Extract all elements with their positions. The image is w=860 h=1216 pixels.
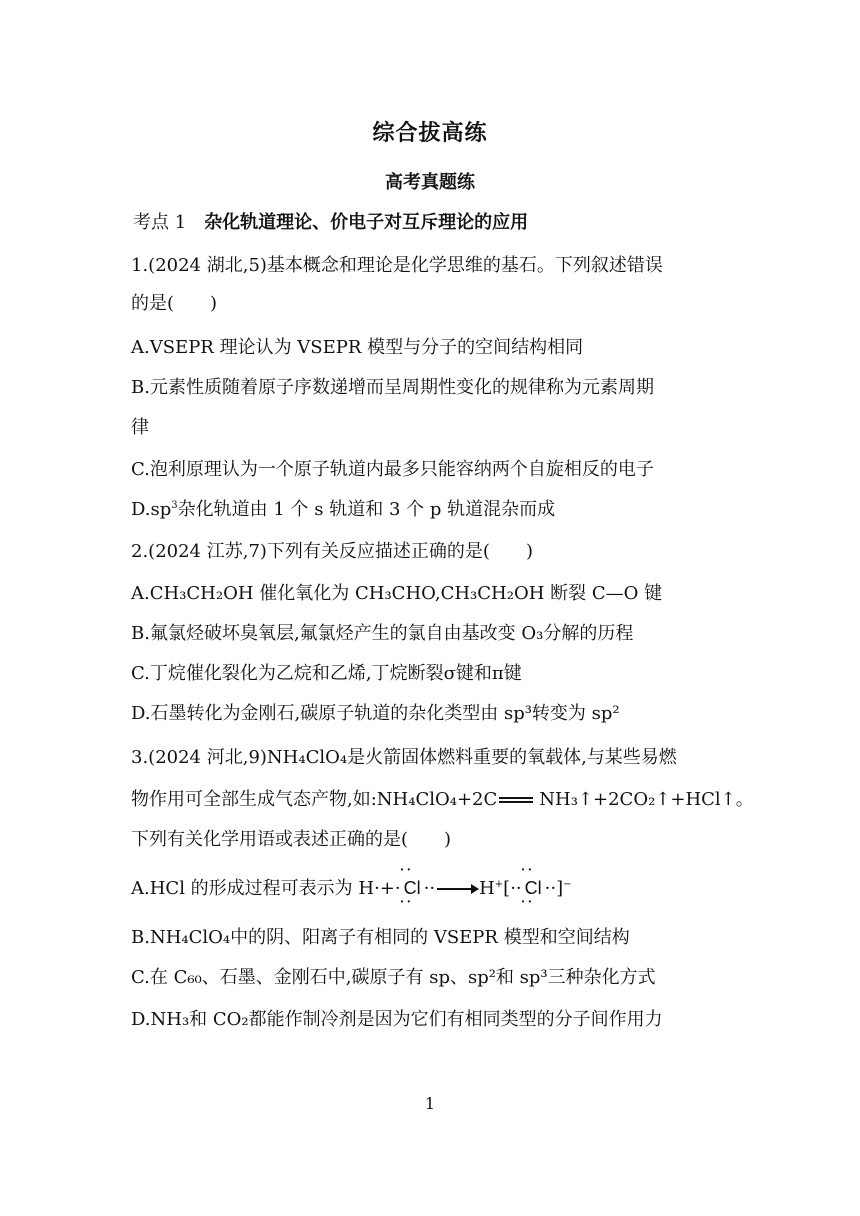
- q3-stem-line3: 下列有关化学用语或表述正确的是( ): [131, 829, 452, 850]
- reaction-arrow-icon: [437, 888, 477, 890]
- q2-option-a: A.CH₃CH₂OH 催化氧化为 CH₃CHO,CH₃CH₂OH 断裂 C—O 键: [131, 583, 663, 604]
- section-text: 杂化轨道理论、价电子对互斥理论的应用: [204, 212, 529, 233]
- section-heading: [133, 208, 528, 234]
- q3-option-a: A.HCl 的形成过程可表示为 H·+·• • Cl • • ·· H+[··• • Cl • • ··]−: [131, 876, 572, 901]
- q3-option-c: C.在 C₆₀、石墨、金刚石中,碳原子有 sp、sp²和 sp³三种杂化方式: [131, 967, 656, 988]
- q3-stem-line1: 3.(2024 河北,9)NH₄ClO₄是火箭固体燃料重要的氧载体,与某些易燃: [131, 747, 677, 768]
- q1-option-b-line2: 律: [131, 417, 149, 438]
- q1-option-c: C.泡利原理认为一个原子轨道内最多只能容纳两个自旋相反的电子: [131, 459, 654, 480]
- section-label: 考点 1: [133, 212, 187, 233]
- q1-option-b-line1: B.元素性质随着原子序数递增而呈周期性变化的规律称为元素周期: [131, 377, 654, 398]
- page-subtitle: 高考真题练: [385, 172, 475, 193]
- q1-stem-line1: 1.(2024 湖北,5)基本概念和理论是化学思维的基石。下列叙述错误: [131, 255, 663, 276]
- page-title: 综合拔高练: [372, 121, 488, 146]
- electron-dot-cl-ion: • • Cl • •: [522, 876, 545, 900]
- q3-option-d: D.NH₃和 CO₂都能作制冷剂是因为它们有相同类型的分子间作用力: [131, 1009, 663, 1030]
- electron-dot-cl: • • Cl • •: [401, 876, 424, 900]
- q2-option-d: D.石墨转化为金刚石,碳原子轨道的杂化类型由 sp³转变为 sp²: [131, 703, 620, 724]
- equals-sign: [499, 797, 533, 803]
- q3-option-b: B.NH₄ClO₄中的阴、阳离子有相同的 VSEPR 模型和空间结构: [131, 927, 630, 948]
- q2-option-b: B.氟氯烃破坏臭氧层,氟氯烃产生的氯自由基改变 O₃分解的历程: [131, 623, 634, 644]
- q2-stem: 2.(2024 江苏,7)下列有关反应描述正确的是( ): [131, 541, 533, 562]
- q1-option-a: A.VSEPR 理论认为 VSEPR 模型与分子的空间结构相同: [131, 337, 584, 358]
- q1-option-d: $D.sp^3$杂化轨道由 1 个 s 轨道和 3 个 p 轨道混杂而成: [131, 499, 556, 520]
- q3-stem-line2: 物作用可全部生成气态产物,如:NH₄ClO₄+2C NH₃↑+2CO₂↑+HCl↑。: [131, 789, 754, 810]
- page-number: 1: [424, 1094, 436, 1113]
- q1-stem-line2: 的是( ): [131, 293, 218, 314]
- q2-option-c: C.丁烷催化裂化为乙烷和乙烯,丁烷断裂σ键和π键: [131, 663, 522, 684]
